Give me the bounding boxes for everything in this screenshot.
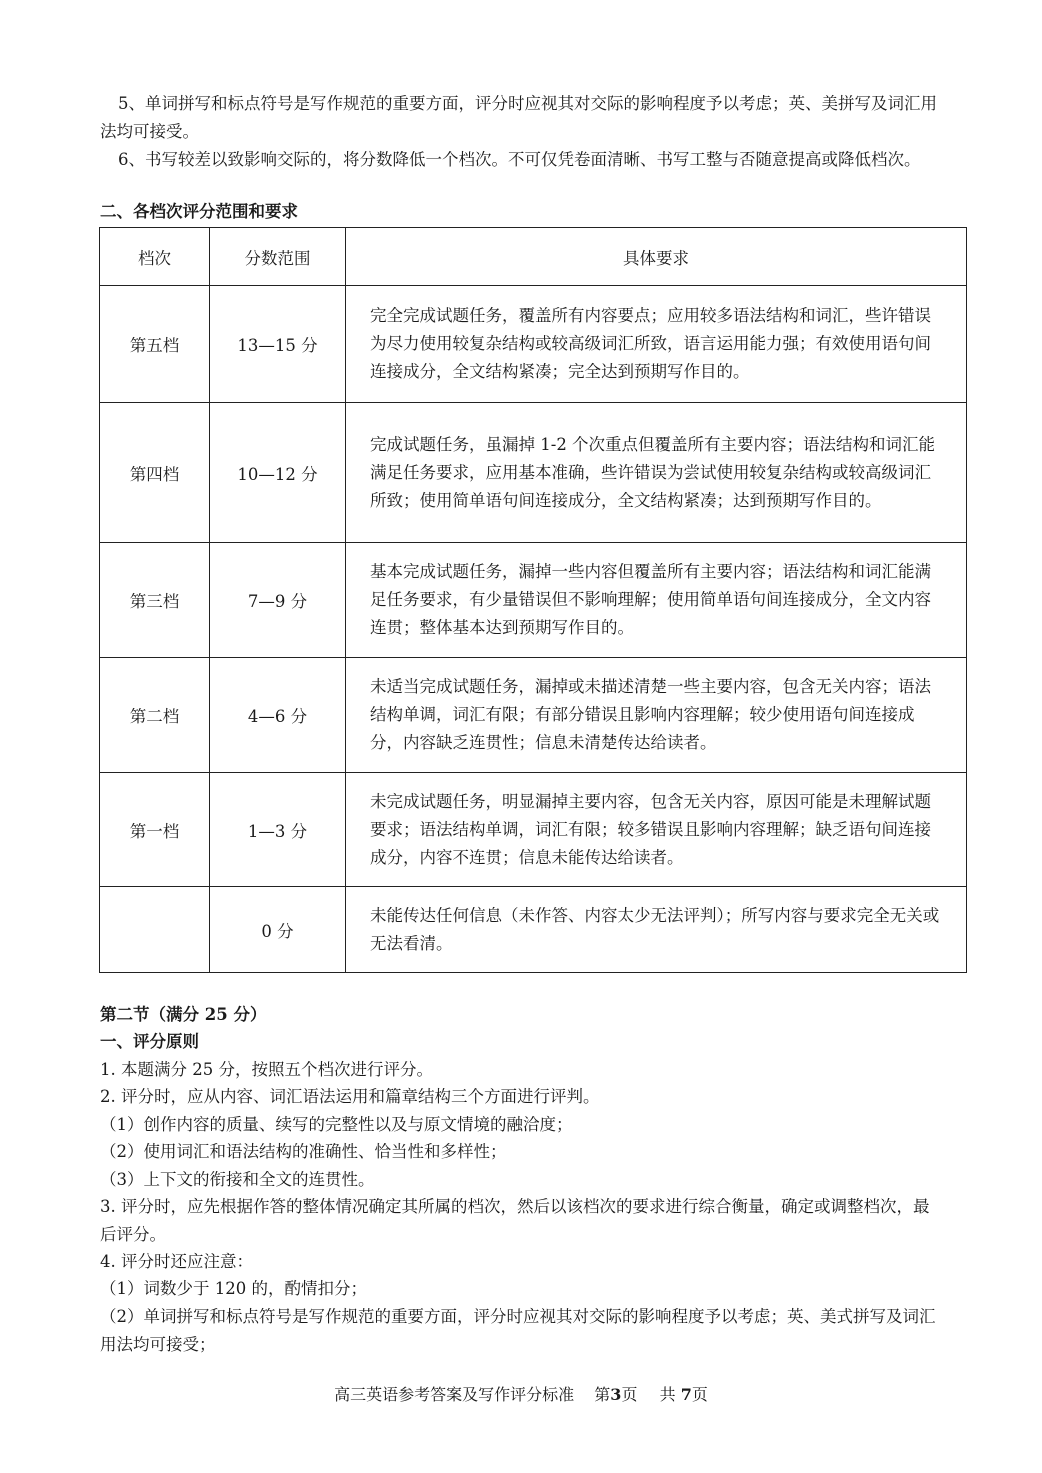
intro-item-5: 5、单词拼写和标点符号是写作规范的重要方面，评分时应视其对交际的影响程度予以考虑；英、美拼写及词汇用法均可接受。 — [100, 94, 937, 141]
header-requirements: 具体要求 — [346, 228, 967, 286]
level-cell: 第一档 — [100, 773, 210, 887]
range-cell: 1—3 分 — [210, 773, 346, 887]
range-cell: 7—9 分 — [210, 543, 346, 658]
part2-title: 第二节（满分 25 分） — [100, 1005, 267, 1024]
principle-4-sub-1: （1）词数少于 120 的，酌情扣分； — [100, 1279, 367, 1298]
requirement-cell: 未适当完成试题任务，漏掉或未描述清楚一些主要内容，包含无关内容；语法结构单调，词汇有限；有部分错误且影响内容理解；较少使用语句间连接成分，内容缺乏连贯性；信息未清楚传达给读者。 — [346, 658, 967, 773]
principle-2-sub-1: （1）创作内容的质量、续写的完整性以及与原文情境的融洽度； — [100, 1115, 573, 1134]
header-range: 分数范围 — [210, 228, 346, 286]
table-row — [100, 403, 967, 543]
level-cell: 第三档 — [100, 543, 210, 658]
principle-4: 4. 评分时还应注意： — [100, 1252, 253, 1271]
level-cell: 第二档 — [100, 658, 210, 773]
table-row — [100, 286, 967, 403]
level-cell — [100, 887, 210, 973]
footer-page-suffix: 页 — [621, 1385, 638, 1404]
table-header-row — [100, 228, 967, 286]
range-cell: 0 分 — [210, 887, 346, 973]
table-row — [100, 543, 967, 658]
table-row — [100, 887, 967, 973]
range-cell: 10—12 分 — [210, 403, 346, 543]
requirement-cell: 完成试题任务，虽漏掉 1-2 个次重点但覆盖所有主要内容；语法结构和词汇能满足任务要求，应用基本准确，些许错误为尝试使用较复杂结构或较高级词汇所致；使用简单语句间连接成分，全文结构紧凑；达到预期写作目的。 — [346, 403, 967, 543]
requirement-cell: 未完成试题任务，明显漏掉主要内容，包含无关内容，原因可能是未理解试题要求；语法结构单调，词汇有限；较多错误且影响内容理解；缺乏语句间连接成分，内容不连贯；信息未能传达给读者。 — [346, 773, 967, 887]
principles-heading: 一、评分原则 — [100, 1032, 199, 1051]
principle-3: 3. 评分时，应先根据作答的整体情况确定其所属的档次，然后以该档次的要求进行综合衡量，确定或调整档次，最后评分。 — [100, 1197, 930, 1244]
requirement-cell: 未能传达任何信息（未作答、内容太少无法评判）；所写内容与要求完全无关或无法看清。 — [346, 887, 967, 973]
rubric-table — [99, 227, 967, 973]
principle-4-sub-2: （2）单词拼写和标点符号是写作规范的重要方面，评分时应视其对交际的影响程度予以考虑；英、美式拼写及词汇用法均可接受； — [100, 1307, 936, 1354]
intro-item-6: 6、书写较差以致影响交际的，将分数降低一个档次。不可仅凭卷面清晰、书写工整与否随意提高或降低档次。 — [118, 150, 921, 169]
section-heading: 二、各档次评分范围和要求 — [100, 202, 298, 221]
range-cell: 13—15 分 — [210, 286, 346, 403]
level-cell: 第五档 — [100, 286, 210, 403]
page-footer — [0, 1382, 1042, 1405]
table-row — [100, 658, 967, 773]
requirement-cell: 基本完成试题任务，漏掉一些内容但覆盖所有主要内容；语法结构和词汇能满足任务要求，有少量错误但不影响理解；使用简单语句间连接成分，全文内容连贯；整体基本达到预期写作目的。 — [346, 543, 967, 658]
footer-total-prefix: 共 — [659, 1385, 676, 1404]
table-row — [100, 773, 967, 887]
header-level: 档次 — [100, 228, 210, 286]
principle-2-sub-2: （2）使用词汇和语法结构的准确性、恰当性和多样性； — [100, 1142, 507, 1161]
footer-total-number: 7 — [680, 1385, 692, 1404]
level-cell: 第四档 — [100, 403, 210, 543]
principle-1: 1. 本题满分 25 分，按照五个档次进行评分。 — [100, 1060, 433, 1079]
footer-page-prefix: 第 — [594, 1385, 611, 1404]
footer-doc-title: 高三英语参考答案及写作评分标准 — [334, 1385, 575, 1404]
requirement-cell: 完全完成试题任务，覆盖所有内容要点；应用较多语法结构和词汇，些许错误为尽力使用较复杂结构或较高级词汇所致，语言运用能力强；有效使用语句间连接成分，全文结构紧凑；完全达到预期写作目的。 — [346, 286, 967, 403]
principle-2-sub-3: （3）上下文的衔接和全文的连贯性。 — [100, 1170, 375, 1189]
footer-total-suffix: 页 — [691, 1385, 708, 1404]
principle-2: 2. 评分时，应从内容、词汇语法运用和篇章结构三个方面进行评判。 — [100, 1087, 600, 1106]
range-cell: 4—6 分 — [210, 658, 346, 773]
footer-page-number: 3 — [610, 1385, 622, 1404]
